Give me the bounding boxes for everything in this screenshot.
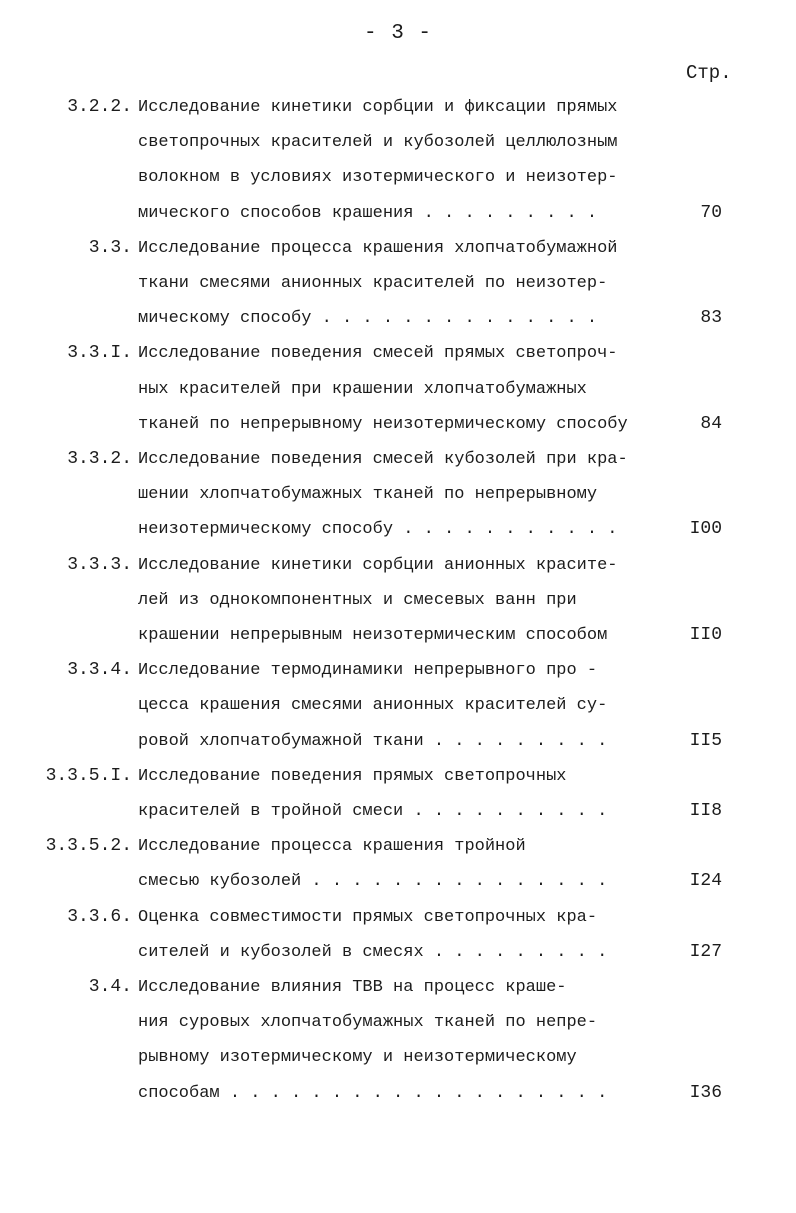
- page-reference: I24: [689, 871, 722, 892]
- toc-entry: [0, 90, 796, 231]
- toc-entry: [0, 829, 796, 899]
- toc-entry: [0, 231, 796, 337]
- section-title-line: ткани смесями анионных красителей по неизотер-: [138, 273, 608, 293]
- section-title-line: Исследование поведения смесей прямых светопроч-: [138, 344, 618, 364]
- section-number: 3.3.4.: [67, 660, 132, 681]
- toc-entry: [0, 653, 796, 759]
- section-title-line: тканей по непрерывному неизотермическому способу: [138, 414, 628, 434]
- section-title-line: ных красителей при крашении хлопчатобумажных: [138, 379, 587, 399]
- section-number: 3.3.3.: [67, 554, 132, 575]
- section-title-line: Исследование влияния ТВВ на процесс краше-: [138, 978, 567, 997]
- section-title-line: мического способов крашения . . . . . . . . .: [138, 203, 598, 223]
- section-number: 3.3.5.I.: [45, 765, 132, 786]
- page-column-label: Стр.: [686, 62, 732, 84]
- toc-entry: [0, 442, 796, 548]
- page-number: - 3 -: [363, 22, 432, 45]
- section-title-line: смесью кубозолей . . . . . . . . . . . . . . .: [138, 872, 608, 892]
- section-number: 3.2.2.: [67, 97, 132, 117]
- section-title-line: Исследование кинетики сорбции и фиксации прямых: [138, 98, 618, 117]
- section-title-line: неизотермическому способу . . . . . . . . . . .: [138, 520, 618, 540]
- section-number: 3.3.6.: [67, 906, 132, 927]
- page-reference: 70: [700, 202, 722, 223]
- page-reference: I27: [689, 941, 722, 962]
- section-title-line: красителей в тройной смеси . . . . . . . . . .: [138, 801, 608, 821]
- section-title-line: светопрочных красителей и кубозолей целлюлозным: [138, 133, 618, 153]
- section-title-line: ровой хлопчатобумажной ткани . . . . . . . . .: [138, 731, 608, 751]
- toc-entry: [0, 759, 796, 829]
- page-reference: 84: [700, 413, 722, 434]
- section-title-line: Исследование процесса крашения тройной: [138, 837, 526, 857]
- section-title-line: шении хлопчатобумажных тканей по непрерывному: [138, 485, 598, 505]
- page-reference: 83: [700, 308, 722, 329]
- section-title-line: Исследование поведения смесей кубозолей при кра-: [138, 450, 628, 469]
- section-number: 3.3.5.2.: [45, 836, 132, 857]
- section-title-line: способам . . . . . . . . . . . . . . . . . . .: [138, 1083, 608, 1103]
- section-title-line: мическому способу . . . . . . . . . . . . . .: [138, 309, 598, 329]
- page-reference: I00: [689, 519, 722, 540]
- section-title-line: сителей и кубозолей в смесях . . . . . . . . .: [138, 942, 608, 962]
- section-title-line: волокном в условиях изотермического и неизотер-: [138, 168, 618, 188]
- section-title-line: Исследование поведения прямых светопрочных: [138, 766, 567, 786]
- section-number: 3.3.: [88, 237, 132, 258]
- section-title-line: крашении непрерывным неизотермическим способом: [138, 625, 608, 645]
- page-reference: I36: [689, 1082, 722, 1103]
- toc-entry: [0, 970, 796, 1111]
- section-title-line: Оценка совместимости прямых светопрочных кра-: [138, 907, 598, 927]
- section-title-line: рывному изотермическому и неизотермическому: [138, 1048, 577, 1068]
- section-title-line: ния суровых хлопчатобумажных тканей по непре-: [138, 1013, 598, 1033]
- page-reference: II8: [689, 800, 722, 821]
- section-title-line: цесса крашения смесями анионных красителей су-: [138, 696, 608, 716]
- section-title-line: лей из однокомпонентных и смесевых ванн при: [138, 590, 577, 610]
- page-reference: II0: [689, 624, 722, 645]
- section-number: 3.4.: [88, 977, 132, 997]
- section-title-line: Исследование термодинамики непрерывного про -: [138, 661, 598, 681]
- toc-entry: [0, 900, 796, 970]
- section-title-line: Исследование процесса крашения хлопчатобумажной: [138, 238, 618, 258]
- section-number: 3.3.2.: [67, 449, 132, 469]
- page-reference: II5: [689, 730, 722, 751]
- toc-entry: [0, 548, 796, 654]
- section-number: 3.3.I.: [67, 343, 132, 364]
- section-title-line: Исследование кинетики сорбции анионных красите-: [138, 555, 618, 575]
- toc-entry: [0, 336, 796, 442]
